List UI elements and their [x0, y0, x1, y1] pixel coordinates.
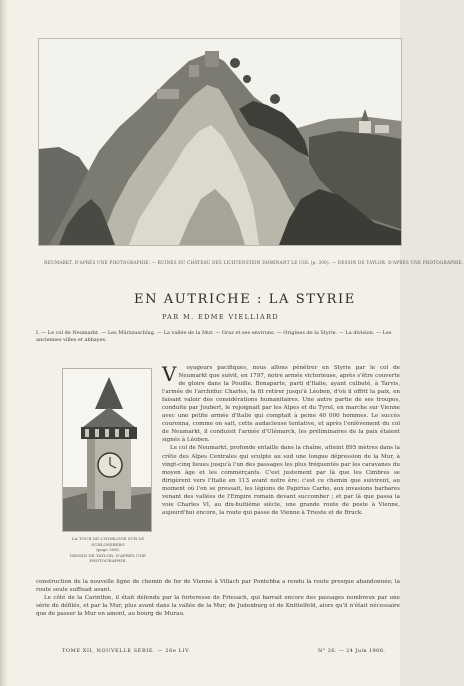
side-caption-line: (page 306). [96, 547, 120, 553]
article-body-full-width [36, 578, 400, 622]
side-caption-line: DESSIN DE TAYLOR, D'APRÈS UNE PHOTOGRAPHIE. [70, 552, 146, 564]
mountain-ruins-illustration [39, 39, 401, 245]
article-byline: PAR M. EDME VIELLIARD [162, 313, 280, 321]
top-photo-caption: NEUMARKT, D'APRÈS UNE PHOTOGRAPHIE. — RUINES DU CHÂTEAU DES LICHTENSTEIN DOMINANT LE COL (p. 300). — DESSIN DE TAYLOR, D'APRÈS UNE PHOTOGRAPHIE. [44, 260, 464, 265]
body-paragraph [162, 364, 400, 444]
footer-volume-info: TOME XII, NOUVELLE SÉRIE. — 26e LIV. [62, 648, 191, 654]
article-title: EN AUTRICHE : LA STYRIE [134, 292, 356, 307]
clock-tower-photo [62, 368, 152, 532]
clock-tower-illustration [63, 369, 151, 531]
article-summary: I. — Le col de Neumarkt. — Les Mürzzuschlag. — La vallée de la Mur. — Graz et ses environs. — Origines de la Styrie. — La division. — Les anciennes villes et abbayes. [36, 330, 392, 344]
body-paragraph: Le côté de la Carinthie, il était défendu par la forteresse de Friesach, qui barrait encore des passages nombreux par une série de défilés, et par la Mur, plus avant dans la vallée de la Mur, de Judenburg et de Knittelfeld, alors qu'il n'était nécessaire que de passer la Mur en amont, au bourg de Murau. [36, 595, 400, 618]
mountain-ruins-photo [38, 38, 402, 246]
body-paragraph-text: oyageurs pacifiques, nous allons pénétrer en Styrie par le col de Neumarkt que suivit, en 1797, notre armée victorieuse, après s'être couverte de gloire dans la Pouille. Bonaparte, parti d'Italie, ayant culbuté, à Tarvis, l'armée de l'archiduc Charles, la fit retirer jusqu'à Léoben, d'où il offrit la paix, en faisant valoir des considérations humanitaires. Une autre partie de ses troupes, conduite par Joubert, le rejoignait par les Alpes et du Tyrol, en marche sur Vienne avec une petite armée d'Italie qui comptait à peine 40 000 hommes. Le succès couronna, comme on sait, cette audacieuse tentative, et après l'enlèvement du col de Neumarkt, il conduisit l'armée d'Ulémarck, les préliminaires de la paix étaient signés à Léoben. [162, 365, 400, 444]
page-spine-shadow [0, 0, 8, 686]
article-body-right-column [162, 364, 400, 574]
drop-cap: V [162, 362, 177, 386]
footer-issue-date: N° 26. — 24 Juin 1906. [318, 648, 386, 654]
body-paragraph: construction de la nouvelle ligne de chemin de fer de Vienne à Villach par Pontebba a rendu la route presque abandonnée; la route seule suffisait avant. [36, 579, 400, 594]
body-paragraph: Le col de Neumarkt, profonde entaille dans la chaîne, atteint 895 mètres dans la crête des Alpes Centrales qui sculpte au sud une longue dépression de la Mur, à vingt-cinq lieues jusqu'à l'un des passages les plus fréquentés par les caravanes du moyen âge et les commerçants. C'est justement par là que les Cimbres se dirigèrent vers l'Italie en 113 avant notre ère; c'est ce chemin que suivirent, au moment où l'on se pressait, les légions de Papirius Carbo, aux invasions barbares venant des vallées de l'Empire romain devant succomber ; et par là que passa la voie Charles VI, au dix-huitième siècle, une grande route de poste à Vienne, aujourd'hui encore, la route qui passe de Vienne à Trieste et de Bruck. [162, 445, 400, 516]
side-photo-caption [62, 536, 154, 564]
side-caption-line: LA TOUR DE L'HORLOGE SUR LE SCHLOSSBERG [71, 536, 145, 547]
